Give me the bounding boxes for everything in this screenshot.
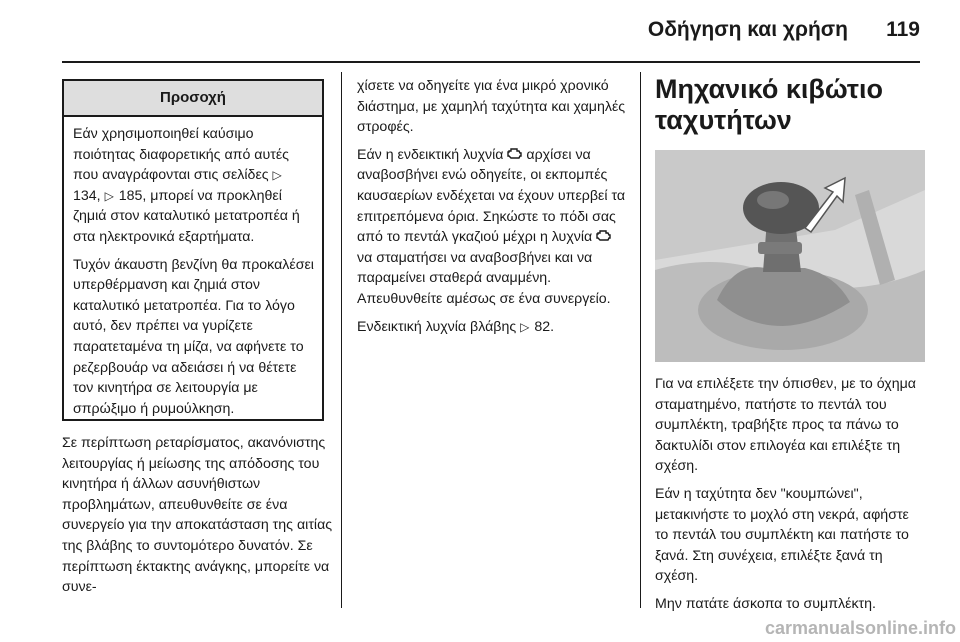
- text: Ενδεικτική λυχνία βλάβης: [357, 318, 521, 335]
- warning-paragraph-1: [73, 124, 314, 248]
- paragraph: Μην πατάτε άσκοπα το συμπλέκτη.: [655, 595, 876, 612]
- text: .: [550, 318, 555, 335]
- column-1-text: [62, 433, 334, 605]
- warning-text: , μπορεί να προκληθεί ζημιά στον καταλυτικό μετατροπέα ή στα ηλεκτρονικά εξαρτήματα.: [73, 187, 300, 245]
- page-reference-link[interactable]: 185: [118, 187, 143, 204]
- paragraph: Για να επιλέξετε την όπισθεν, με το όχημα σταματημένο, πατήστε το πεντάλ του συμπλέκτη, τραβήξτε προς τα πάνω το δακτυλίδι στον επιλογέα και επιλέξτε τη σχέση.: [655, 376, 916, 475]
- gear-shift-lever-illustration: [655, 150, 925, 362]
- paragraph: [357, 317, 629, 338]
- page-reference-link[interactable]: 134: [73, 187, 97, 204]
- paragraph: χίσετε να οδηγείτε για ένα μικρό χρονικό διάστημα, με χαμηλή ταχύτητα και χαμηλές στροφές.: [357, 78, 626, 136]
- warning-text: Εάν χρησιμοποιηθεί καύσιμο ποιότητας διαφορετικής από αυτές που αναγράφονται στις σελίδες: [73, 126, 290, 184]
- warning-title: Προσοχή: [64, 81, 322, 117]
- text: να σταματήσει να αναβοσβήνει και να παραμείνει σταθερά αναμμένη. Απευθυνθείτε αμέσως σε ένα συνεργείο.: [357, 249, 611, 307]
- engine-check-lamp-icon: [596, 229, 611, 242]
- triangle-arrow-right-icon: ▷: [104, 188, 114, 203]
- page-header: [0, 0, 960, 62]
- page-number: 119: [886, 18, 920, 41]
- column-3-text: [655, 374, 925, 622]
- warning-paragraph-2: Τυχόν άκαυστη βενζίνη θα προκαλέσει υπερθέρμανση και ζημιά στον καταλυτικό μετατροπέα. Για το λόγο αυτό, δεν πρέπει να γυρίζετε παρατεταμένα τη μίζα, να αφήνετε το ρεζερβουάρ να αδειάσει ή να θέτετε τον κινητήρα σε λειτουργία με σπρώξιμο ή ρυμούλκηση.: [73, 256, 314, 417]
- text: αρχίσει να αναβοσβήνει ενώ οδηγείτε, οι εκπομπές καυσαερίων ενδέχεται να έχουν υπερβεί τα επιτρεπόμενα όρια. Σηκώστε το πόδι σας από το πεντάλ γκαζιού μέχρι η λυχνία: [357, 146, 626, 246]
- warning-body: [64, 117, 322, 419]
- text: Εάν η ενδεικτική λυχνία: [357, 146, 508, 163]
- header-divider: [62, 61, 920, 63]
- watermark: carmanualsonline.info: [764, 618, 956, 638]
- column-2-text: [357, 76, 629, 344]
- triangle-arrow-right-icon: ▷: [520, 319, 530, 334]
- column-divider-1: [341, 72, 342, 608]
- separator: ,: [96, 187, 105, 204]
- column-divider-2: [640, 72, 641, 608]
- paragraph: Εάν η ταχύτητα δεν "κουμπώνει", μετακινήστε το μοχλό στη νεκρά, αφήστε το πεντάλ του συμπλέκτη και πατήστε το ξανά. Στη συνέχεια, επιλέξτε ξανά τη σχέση.: [655, 485, 909, 585]
- page-reference-link[interactable]: 82: [534, 318, 551, 335]
- section-heading: Μηχανικό κιβώτιο ταχυτήτων: [655, 74, 883, 135]
- paragraph: Σε περίπτωση ρεταρίσματος, ακανόνιστης λειτουργίας ή μείωσης της απόδοσης του κινητήρα ή άλλων ασυνήθιστων προβλημάτων, απευθυνθείτε σε ένα συνεργείο για την αποκατάσταση της αιτίας της βλάβης το συντομότερο δυνατόν. Σε περίπτωση έκτακτης ανάγκης, μπορείτε να συνε-: [62, 435, 333, 596]
- warning-box: [62, 79, 324, 421]
- engine-check-lamp-icon: [507, 147, 522, 160]
- paragraph: [357, 145, 629, 310]
- header-title: Οδήγηση και χρήση: [647, 18, 848, 41]
- triangle-arrow-right-icon: ▷: [272, 168, 282, 183]
